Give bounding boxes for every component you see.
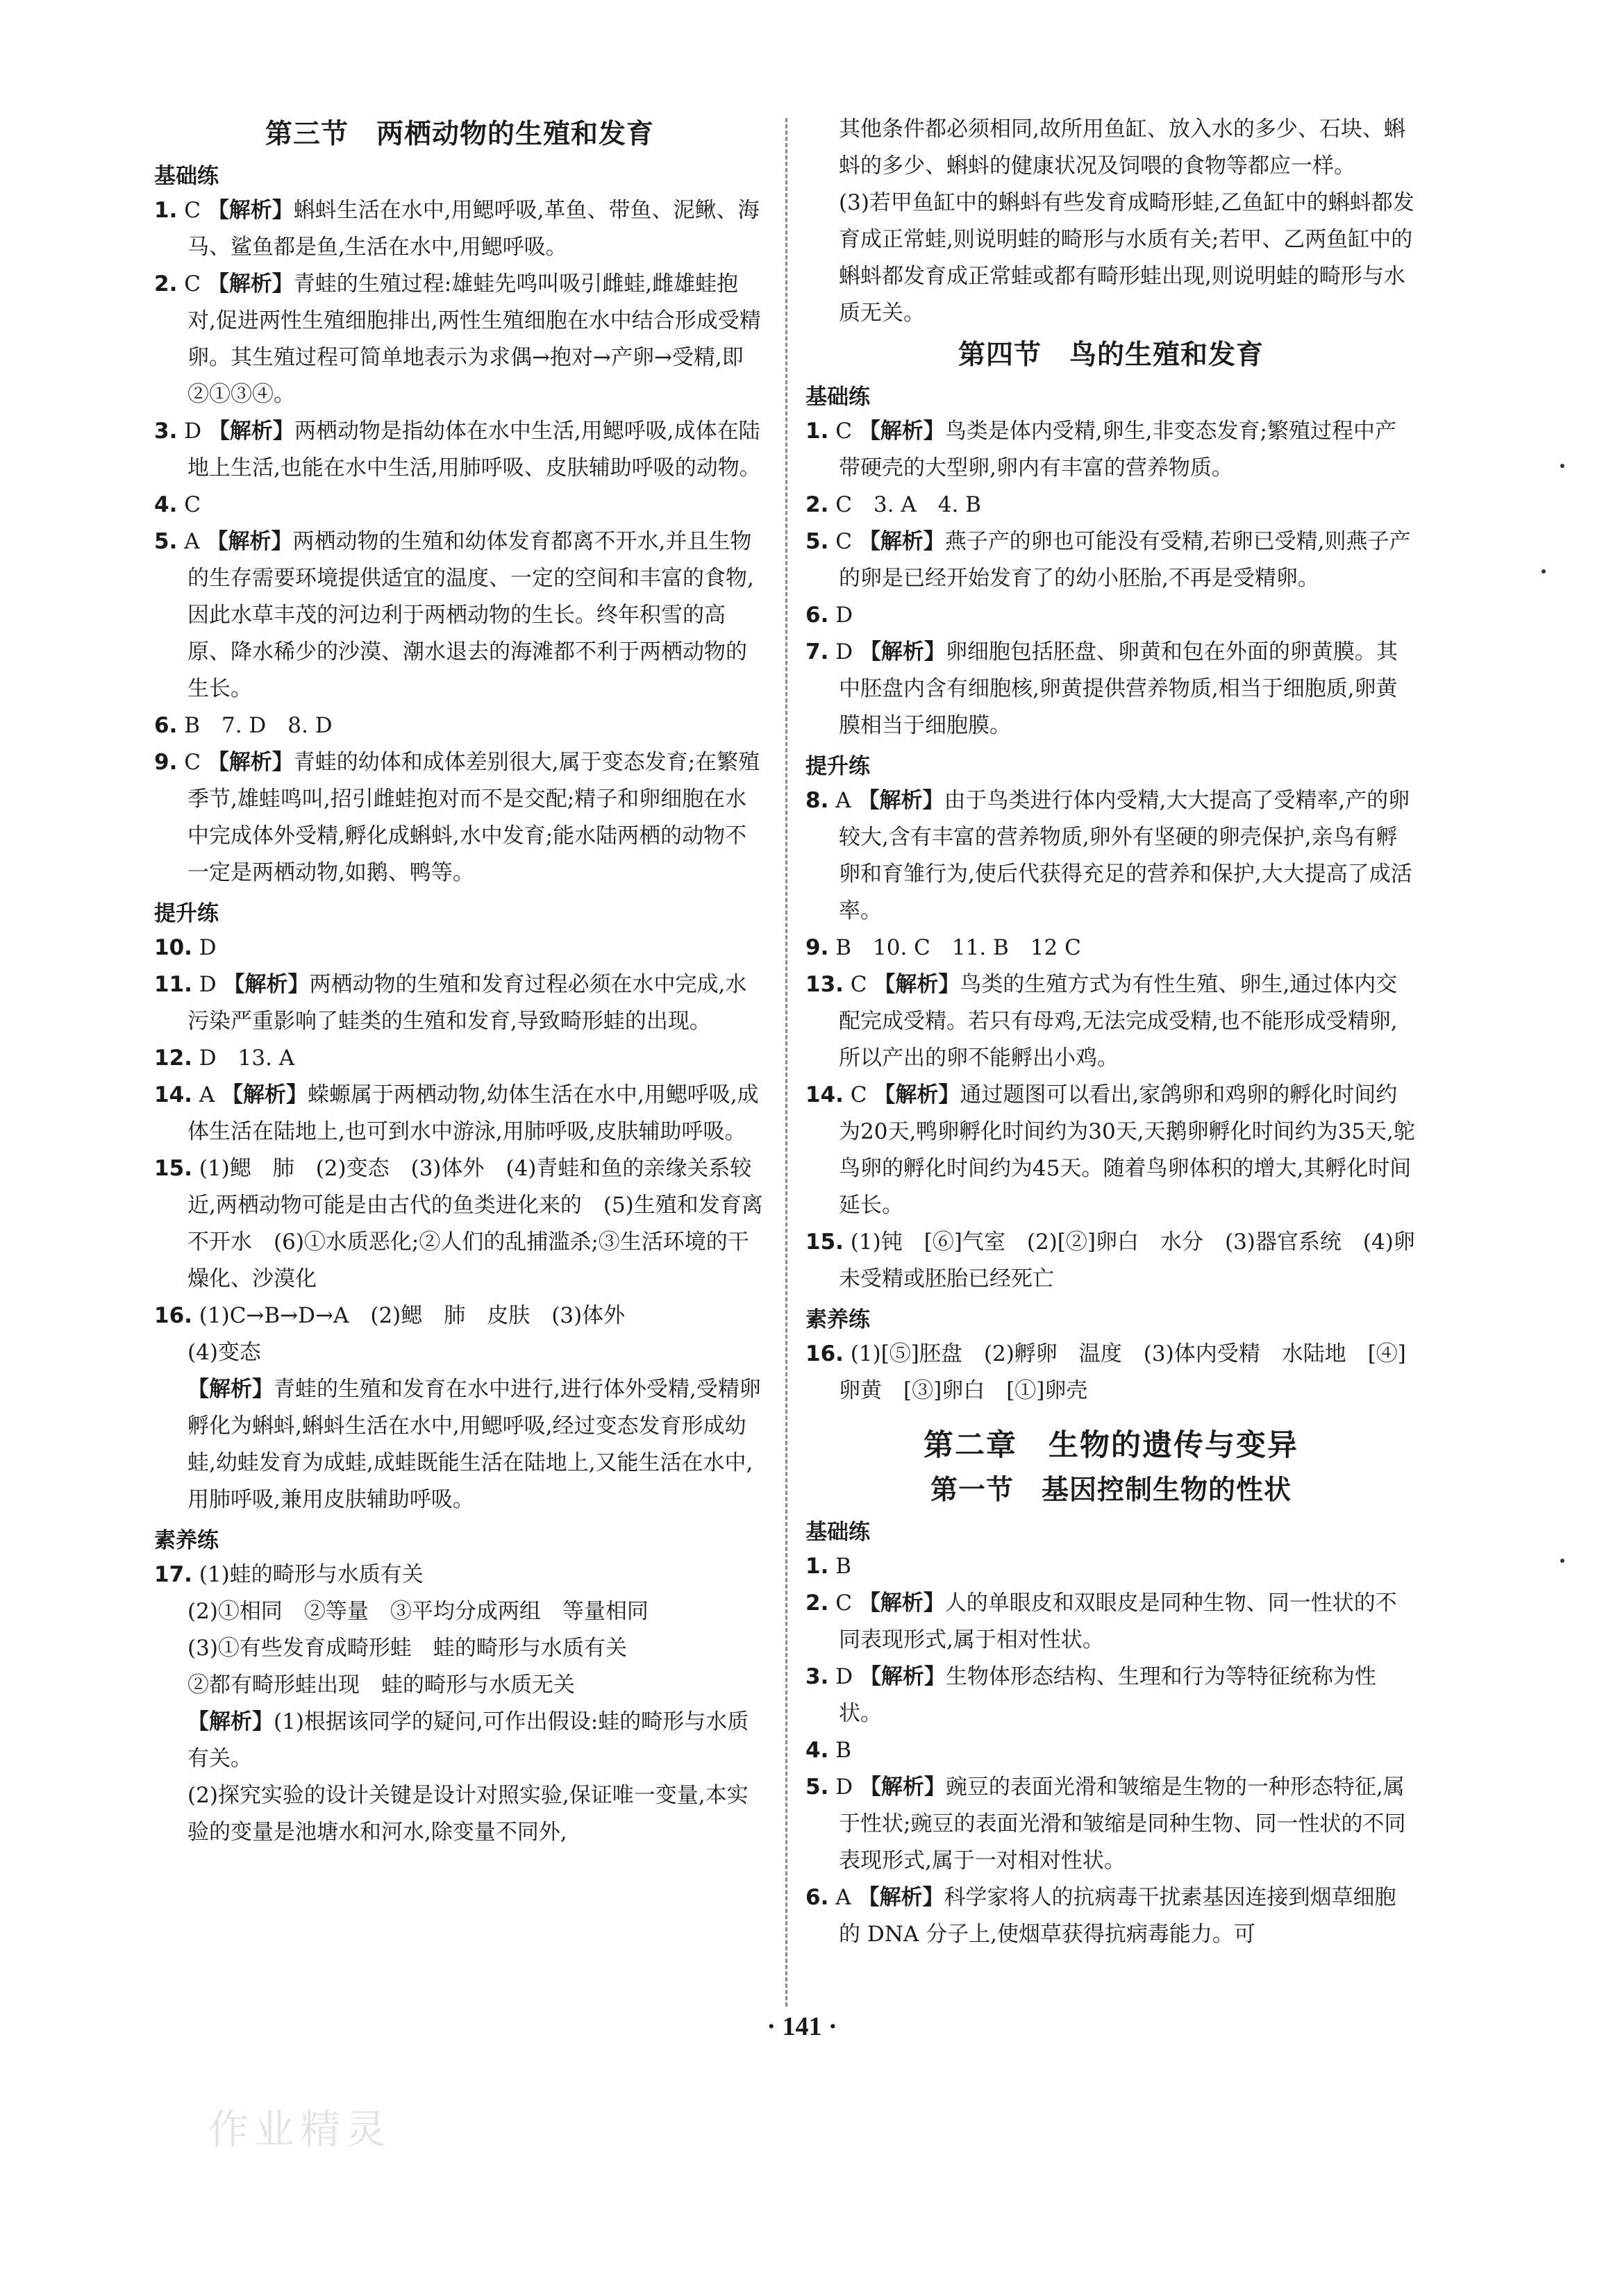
answer-choice: D	[835, 1664, 853, 1689]
watermark: 作业精灵	[208, 2106, 392, 2153]
question-number: 11.	[154, 972, 192, 997]
question-number: 16.	[805, 1341, 844, 1366]
answer-choice: B 7. D 8. D	[184, 713, 333, 738]
margin-dot	[1560, 1559, 1564, 1563]
answer-choice: C 3. A 4. B	[835, 492, 981, 517]
answer-choice: D	[835, 603, 853, 628]
analysis-tag: 【解析】	[223, 972, 310, 997]
question-number: 3.	[805, 1664, 829, 1689]
analysis-tag: 【解析】	[859, 1664, 946, 1689]
answer-item	[154, 266, 765, 413]
answer-list-literacy	[805, 1336, 1417, 1409]
answer-choice: D	[835, 1775, 853, 1800]
answer-choice: D	[199, 935, 217, 960]
answer-choice: A	[835, 1885, 851, 1910]
analysis-tag: 【解析】	[858, 419, 945, 444]
analysis-text: 青蛙的生殖过程:雄蛙先鸣叫吸引雌蛙,雌雄蛙抱对,促进两性生殖细胞排出,两性生殖细胞在水中结合形成受精卵。其生殖过程可简单地表示为求偶→抱对→产卵→受精,即②①③④。	[187, 271, 761, 407]
question-number: 15.	[154, 1156, 192, 1181]
answer-item	[154, 1040, 765, 1077]
analysis-tag: 【解析】	[207, 271, 294, 296]
question-number: 5.	[154, 529, 178, 554]
answer-item	[154, 487, 765, 523]
question-number: 16.	[154, 1303, 192, 1328]
section-title: 第三节 两栖动物的生殖和发育	[265, 119, 654, 150]
answer-item	[805, 523, 1417, 597]
analysis-tag: 【解析】	[859, 1775, 946, 1800]
answer-choice: A	[835, 788, 851, 813]
answer-choice: C	[184, 198, 201, 223]
answer-item	[805, 1879, 1417, 1953]
question-number: 4.	[805, 1738, 829, 1763]
analysis-tag: 【解析】	[874, 972, 960, 997]
analysis-tag: 【解析】	[207, 198, 294, 223]
page-number: · 141 ·	[767, 2012, 837, 2041]
analysis-tag: 【解析】	[207, 750, 294, 775]
q17	[154, 1557, 765, 1593]
analysis-text: 生物体形态结构、生理和行为等特征统称为性状。	[839, 1664, 1376, 1726]
answer-choice: C	[835, 1591, 852, 1616]
analysis-tag: 【解析】	[206, 529, 293, 554]
analysis-text: 豌豆的表面光滑和皱缩是生物的一种形态特征,属于性状;豌豆的表面光滑和皱缩是同种生物、同一性状的不同表现形式,属于一对相对性状。	[839, 1775, 1406, 1873]
answer-choice: B 10. C 11. B 12 C	[835, 935, 1081, 960]
analysis-text: 蝌蚪生活在水中,用鳃呼吸,革鱼、带鱼、泥鳅、海马、鲨鱼都是鱼,生活在水中,用鳃呼吸。	[187, 198, 760, 260]
analysis-text: 两栖动物的生殖和幼体发育都离不开水,并且生物的生存需要环境提供适宜的温度、一定的空间和丰富的食物,因此水草丰茂的河边利于两栖动物的生长。终年积雪的高原、降水稀少的沙漠、潮水退去的海滩都不利于两栖动物的生长。	[187, 529, 754, 701]
question-number: 7.	[805, 639, 829, 664]
answer-item	[805, 782, 1417, 930]
answer-list-improve	[805, 782, 1417, 1298]
analysis-tag: 【解析】	[208, 419, 294, 444]
q17-line3: (3)①有些发育成畸形蛙 蛙的畸形与水质有关	[187, 1636, 627, 1661]
analysis-tag: 【解析】	[859, 639, 946, 664]
q17-line2: (2)①相同 ②等量 ③平均分成两组 等量相同	[187, 1599, 649, 1624]
section1-title: 第一节 基因控制生物的性状	[930, 1475, 1292, 1506]
answer-choice: (1)[⑤]胚盘 (2)孵卵 温度 (3)体内受精 水陆地 [④]卵黄 [③]卵白 [①]卵壳	[839, 1341, 1406, 1403]
answer-item	[154, 707, 765, 744]
question-number: 5.	[805, 1775, 829, 1800]
question-number: 1.	[154, 198, 178, 223]
analysis-text: 人的单眼皮和双眼皮是同种生物、同一性状的不同表现形式,属于相对性状。	[839, 1591, 1397, 1652]
answer-choice: (1)C→B→D→A (2)鳃 肺 皮肤 (3)体外	[199, 1303, 626, 1328]
question-number: 1.	[805, 419, 829, 444]
answer-choice: C	[850, 972, 867, 997]
question-number: 15.	[805, 1230, 844, 1255]
question-number: 6.	[805, 1885, 829, 1910]
answer-choice: B	[835, 1554, 851, 1579]
analysis-tag: 【解析】	[858, 788, 944, 813]
label-improve: 提升练	[805, 754, 870, 779]
analysis-tag: 【解析】	[187, 1377, 274, 1402]
answer-item	[154, 1298, 765, 1334]
analysis-text: 青蛙的生殖和发育在水中进行,进行体外受精,受精卵孵化为蝌蚪,蝌蚪生活在水中,用鳃呼吸,经过变态发育形成幼蛙,幼蛙发育为成蛙,成蛙既能生活在陆地上,又能生活在水中,用肺呼吸,兼用皮肤辅助呼吸。	[187, 1377, 761, 1512]
analysis-text: 科学家将人的抗病毒干扰素基因连接到烟草细胞的 DNA 分子上,使烟草获得抗病毒能力。可	[839, 1885, 1396, 1947]
answer-choice: A	[199, 1082, 215, 1107]
analysis-text: 鸟类的生殖方式为有性生殖、卵生,通过体内交配完成受精。若只有母鸡,无法完成受精,也不能形成受精卵,所以产出的卵不能孵出小鸡。	[839, 972, 1398, 1071]
q17-analysis-2: (2)探究实验的设计关键是设计对照实验,保证唯一变量,本实验的变量是池塘水和河水,除变量不同外,	[187, 1783, 749, 1845]
label-literacy: 素养练	[805, 1307, 870, 1332]
continued-text-2: (3)若甲鱼缸中的蝌蚪有些发育成畸形蛙,乙鱼缸中的蝌蚪都发育成正常蛙,则说明蛙的畸形与水质有关;若甲、乙两鱼缸中的蝌蚪都发育成正常蛙或都有畸形蛙出现,则说明蛙的畸形与水质无关。	[839, 190, 1414, 326]
answer-item	[805, 1077, 1417, 1224]
analysis-text: 卵细胞包括胚盘、卵黄和包在外面的卵黄膜。其中胚盘内含有细胞核,卵黄提供营养物质,相当于细胞质,卵黄膜相当于细胞膜。	[839, 639, 1398, 738]
analysis-tag: 【解析】	[858, 1885, 944, 1910]
answer-item	[805, 1732, 1417, 1769]
section4-title: 第四节 鸟的生殖和发育	[958, 340, 1264, 371]
q17-line1: (1)蛙的畸形与水质有关	[199, 1562, 424, 1587]
analysis-tag: 【解析】	[858, 1591, 945, 1616]
answer-item	[154, 744, 765, 891]
answer-item	[154, 966, 765, 1040]
analysis-tag: 【解析】	[187, 1709, 274, 1734]
answer-choice: D	[199, 972, 217, 997]
analysis-tag: 【解析】	[874, 1082, 960, 1107]
column-divider	[785, 118, 787, 2006]
answer-item	[805, 1224, 1417, 1298]
answer-list-improve	[154, 930, 765, 1334]
answer-choice: (1)鳃 肺 (2)变态 (3)体外 (4)青蛙和鱼的亲缘关系较近,两栖动物可能是由古代的鱼类进化来的 (5)生殖和发育离不开水 (6)①水质恶化;②人们的乱捕滥杀;③生活环境的干燥化、沙漠化	[187, 1156, 763, 1291]
chapter-title: 第二章 生物的遗传与变异	[924, 1428, 1298, 1463]
answer-choice: C	[835, 529, 852, 554]
question-number: 10.	[154, 935, 192, 960]
label-improve: 提升练	[154, 901, 219, 926]
answer-choice: C	[184, 750, 201, 775]
answer-choice: C	[184, 492, 201, 517]
analysis-tag: 【解析】	[222, 1082, 308, 1107]
question-number: 2.	[805, 1591, 829, 1616]
question-number: 6.	[154, 713, 178, 738]
answer-item	[154, 1150, 765, 1298]
answer-choice: D 13. A	[199, 1046, 295, 1071]
label-literacy: 素养练	[154, 1528, 219, 1553]
answer-choice: C	[184, 271, 201, 296]
answer-item	[154, 413, 765, 487]
answer-choice: B	[835, 1738, 851, 1763]
analysis-text: 蝾螈属于两栖动物,幼体生活在水中,用鳃呼吸,成体生活在陆地上,也可到水中游泳,用肺呼吸,皮肤辅助呼吸。	[187, 1082, 759, 1144]
question-number: 2.	[805, 492, 829, 517]
label-basic: 基础练	[805, 385, 870, 410]
answer-item	[805, 413, 1417, 487]
question-number: 3.	[154, 419, 178, 444]
answer-list-basic-2	[805, 1548, 1417, 1953]
question-number: 8.	[805, 788, 829, 813]
answer-item	[805, 487, 1417, 523]
answer-item	[805, 634, 1417, 744]
question-number: 2.	[154, 271, 178, 296]
question-number: 9.	[154, 750, 178, 775]
answer-item	[805, 1585, 1417, 1659]
analysis-text: 两栖动物的生殖和发育过程必须在水中完成,水污染严重影响了蛙类的生殖和发育,导致畸形蛙的出现。	[187, 972, 747, 1034]
answer-item	[805, 930, 1417, 966]
left-column	[154, 111, 765, 1851]
q16-analysis	[154, 1371, 765, 1518]
answer-item	[154, 1077, 765, 1150]
answer-item	[805, 1336, 1417, 1409]
answer-item	[805, 597, 1417, 634]
analysis-tag: 【解析】	[858, 529, 945, 554]
continued-text-1: 其他条件都必须相同,故所用鱼缸、放入水的多少、石块、蝌蚪的多少、蝌蚪的健康状况及饲喂的食物等都应一样。	[839, 117, 1405, 178]
answer-item	[805, 1659, 1417, 1732]
question-number: 12.	[154, 1046, 192, 1071]
analysis-text: 鸟类是体内受精,卵生,非变态发育;繁殖过程中产带硬壳的大型卵,卵内有丰富的营养物质。	[839, 419, 1396, 480]
question-number: 14.	[805, 1082, 844, 1107]
answer-item	[805, 1548, 1417, 1585]
answer-choice: (1)钝 [⑥]气室 (2)[②]卵白 水分 (3)器官系统 (4)卵未受精或胚胎已经死亡	[839, 1230, 1415, 1291]
question-number: 13.	[805, 972, 844, 997]
q17-analysis	[154, 1704, 765, 1777]
question-number: 5.	[805, 529, 829, 554]
answer-choice: A	[184, 529, 200, 554]
answer-item	[805, 1769, 1417, 1879]
q16-line2: (4)变态	[187, 1340, 261, 1365]
question-number: 1.	[805, 1554, 829, 1579]
q17-line4: ②都有畸形蛙出现 蛙的畸形与水质无关	[187, 1673, 575, 1698]
answer-choice: C	[835, 419, 852, 444]
question-number: 14.	[154, 1082, 192, 1107]
question-number: 9.	[805, 935, 829, 960]
label-basic: 基础练	[154, 164, 219, 189]
analysis-text: 燕子产的卵也可能没有受精,若卵已受精,则燕子产的卵是已经开始发育了的幼小胚胎,不再是受精卵。	[839, 529, 1411, 591]
analysis-text: 青蛙的幼体和成体差别很大,属于变态发育;在繁殖季节,雄蛙鸣叫,招引雌蛙抱对而不是交配;精子和卵细胞在水中完成体外受精,孵化成蝌蚪,水中发育;能水陆两栖的动物不一定是两栖动物,如鹅、鸭等。	[187, 750, 760, 885]
analysis-text: (1)根据该同学的疑问,可作出假设:蛙的畸形与水质有关。	[187, 1709, 749, 1771]
question-number: 17.	[154, 1562, 192, 1587]
answer-list-basic	[805, 413, 1417, 744]
analysis-text: 由于鸟类进行体内受精,大大提高了受精率,产的卵较大,含有丰富的营养物质,卵外有坚硬的卵壳保护,亲鸟有孵卵和育雏行为,使后代获得充足的营养和保护,大大提高了成活率。	[839, 788, 1412, 923]
question-number: 4.	[154, 492, 178, 517]
answer-item	[154, 930, 765, 966]
answer-choice: D	[184, 419, 202, 444]
label-basic-2: 基础练	[805, 1520, 870, 1545]
answer-choice: D	[835, 639, 853, 664]
answer-item	[154, 523, 765, 707]
margin-dot	[1560, 464, 1564, 468]
answer-choice: C	[850, 1082, 867, 1107]
right-column	[805, 111, 1417, 1953]
question-number: 6.	[805, 603, 829, 628]
answer-list-basic	[154, 192, 765, 891]
answer-item	[154, 192, 765, 266]
analysis-text: 两栖动物是指幼体在水中生活,用鳃呼吸,成体在陆地上生活,也能在水中生活,用肺呼吸、皮肤辅助呼吸的动物。	[187, 419, 761, 480]
analysis-text: 通过题图可以看出,家鸽卵和鸡卵的孵化时间约为20天,鸭卵孵化时间约为30天,天鹅卵孵化时间约为35天,鸵鸟卵的孵化时间约为45天。随着鸟卵体积的增大,其孵化时间延长。	[839, 1082, 1415, 1218]
margin-dot	[1542, 569, 1546, 573]
answer-item	[805, 966, 1417, 1077]
